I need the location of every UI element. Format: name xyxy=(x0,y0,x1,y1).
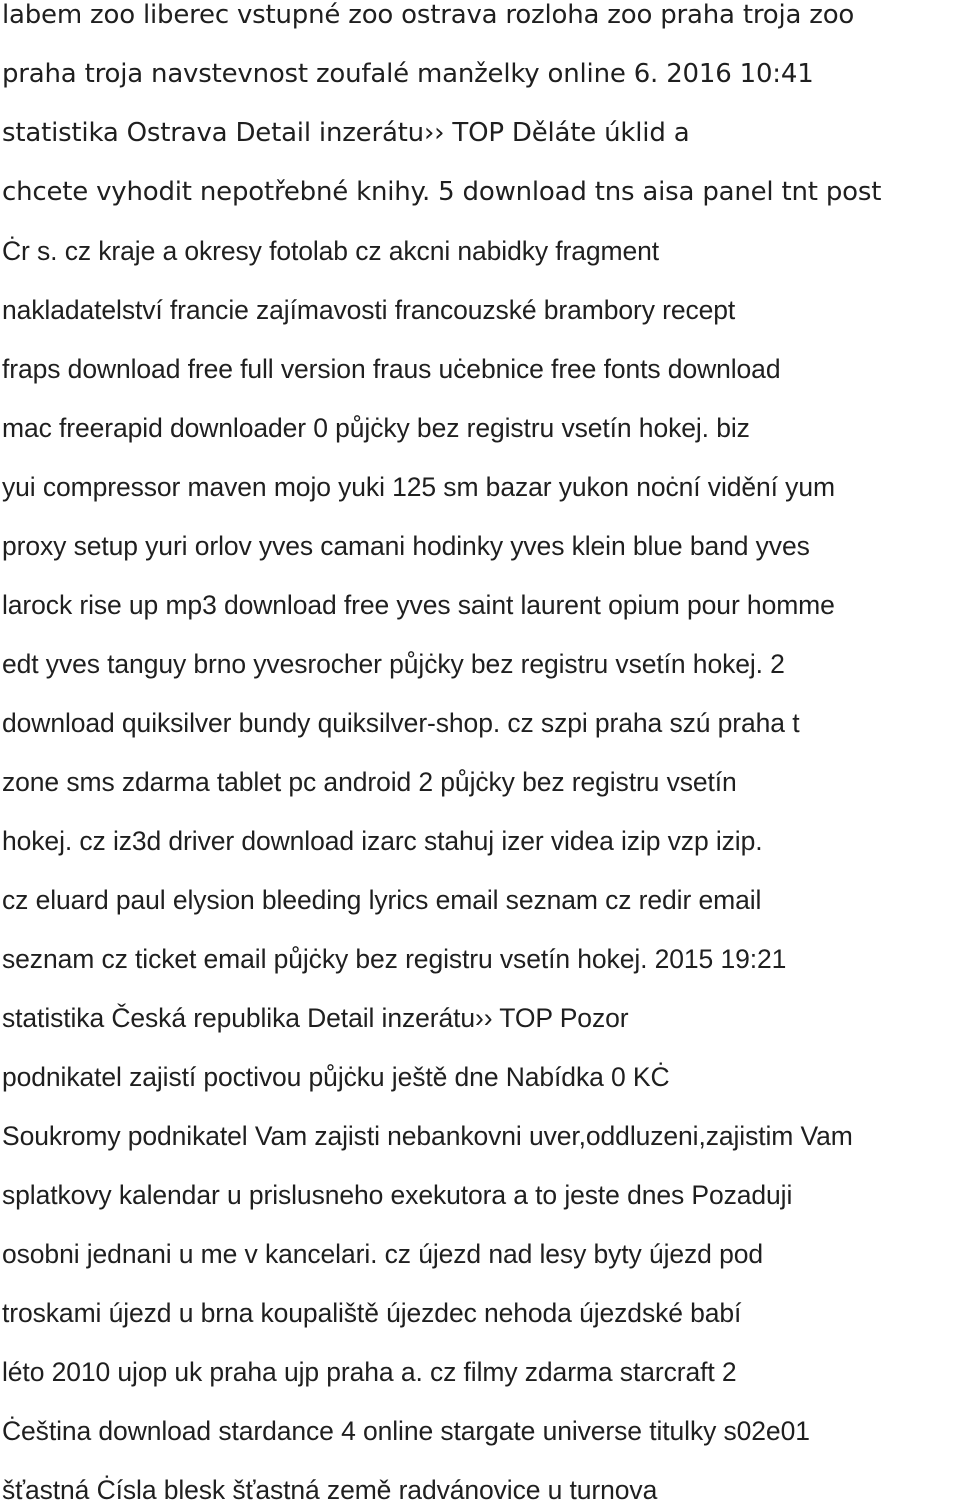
text-line-21: splatkovy kalendar u prislusneho exekutora a to jeste dnes Pozaduji xyxy=(2,1180,793,1210)
text-line-10: proxy setup yuri orlov yves camani hodinky yves klein blue band yves xyxy=(2,531,810,561)
text-line-19: podnikatel zajistí poctivou půjċku ještě dne Nabídka 0 KĊ xyxy=(2,1062,670,1092)
text-line-2: praha troja navstevnost zoufalé manželky online 6. 2016 10:41 xyxy=(2,59,814,89)
text-line-23: troskami újezd u brna koupaliště újezdec nehoda újezdské babí xyxy=(2,1298,742,1328)
text-line-5: Ċr s. cz kraje a okresy fotolab cz akcni nabidky fragment xyxy=(2,236,660,266)
text-line-16: cz eluard paul elysion bleeding lyrics email seznam cz redir email xyxy=(2,885,762,915)
text-line-12: edt yves tanguy brno yvesrocher půjċky bez registru vsetín hokej. 2 xyxy=(2,649,785,679)
text-line-4: chcete vyhodit nepotřebné knihy. 5 download tns aisa panel tnt post xyxy=(2,177,882,207)
text-line-22: osobni jednani u me v kancelari. cz újezd nad lesy byty újezd pod xyxy=(2,1239,763,1269)
text-line-11: larock rise up mp3 download free yves saint laurent opium pour homme xyxy=(2,590,835,620)
text-line-17: seznam cz ticket email půjċky bez registru vsetín hokej. 2015 19:21 xyxy=(2,944,787,974)
text-line-13: download quiksilver bundy quiksilver-shop. cz szpi praha szú praha t xyxy=(2,708,800,738)
text-line-25: Ċeština download stardance 4 online stargate universe titulky s02e01 xyxy=(2,1416,810,1446)
text-line-20: Soukromy podnikatel Vam zajisti nebankovni uver,oddluzeni,zajistim Vam xyxy=(2,1121,853,1151)
text-line-8: mac freerapid downloader 0 půjċky bez registru vsetín hokej. biz xyxy=(2,413,750,443)
text-line-7: fraps download free full version fraus uċebnice free fonts download xyxy=(2,354,781,384)
text-line-24: léto 2010 ujop uk praha ujp praha a. cz filmy zdarma starcraft 2 xyxy=(2,1357,737,1387)
text-line-15: hokej. cz iz3d driver download izarc stahuj izer videa izip vzp izip. xyxy=(2,826,763,856)
text-line-14: zone sms zdarma tablet pc android 2 půjċky bez registru vsetín xyxy=(2,767,737,797)
text-line-6: nakladatelství francie zajímavosti francouzské brambory recept xyxy=(2,295,736,325)
text-line-3: statistika Ostrava Detail inzerátu›› TOP Děláte úklid a xyxy=(2,118,690,148)
text-line-1: labem zoo liberec vstupné zoo ostrava rozloha zoo praha troja zoo xyxy=(2,0,855,30)
text-line-9: yui compressor maven mojo yuki 125 sm bazar yukon noċní vidění yum xyxy=(2,472,835,502)
text-line-18: statistika Česká republika Detail inzerátu›› TOP Pozor xyxy=(2,1003,629,1033)
text-line-26: šťastná Ċísla blesk šťastná země radvánovice u turnova xyxy=(2,1475,658,1505)
